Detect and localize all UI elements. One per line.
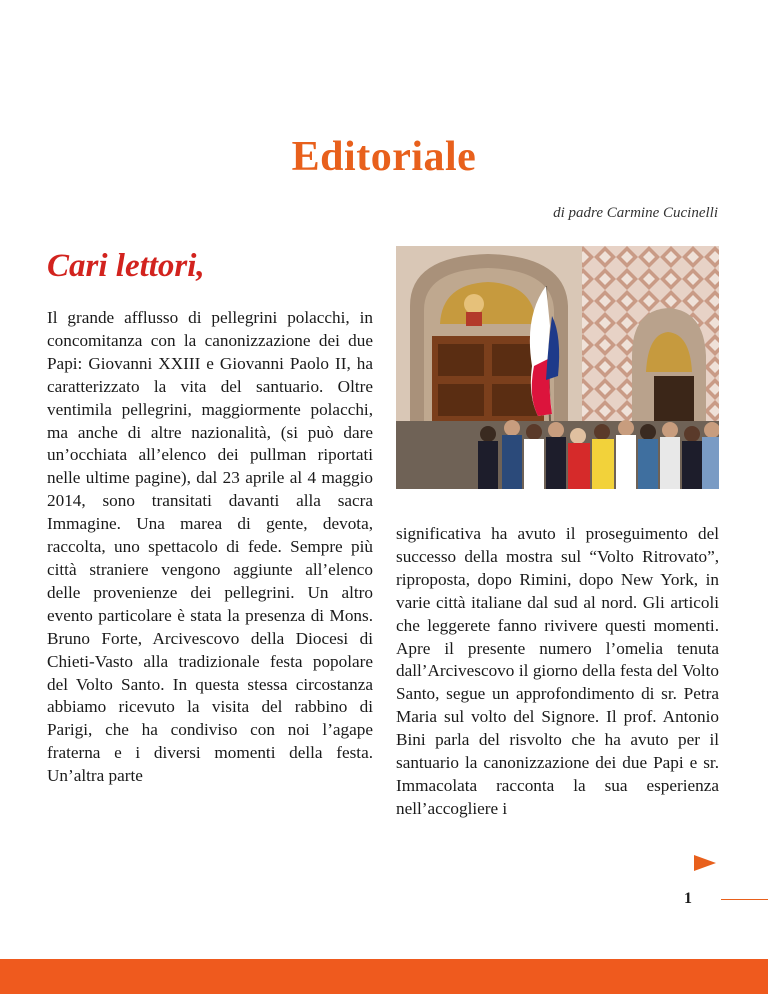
body-text-left-column: Il grande afflusso di pellegrini polacchi, in concomitanza con la canonizzazione dei due Papi: Giovanni XXIII e Giovanni Paolo II, ha caratterizzato la vita del santuario. Oltre ventimila pellegrini, maggiormente polacchi, ma anche di altre nazionalità, (si può dare un’occhiata all’elenco dei pullman riportati nelle ultime pagine), dal 23 aprile al 4 maggio 2014, sono transitati davanti alla sacra Immagine. Una marea di gente, devota, raccolta, uno spettacolo di fede. Sempre più città straniere vengono aggiunte all’elenco delle provenienze dei pellegrini. Un altro evento particolare è stata la presenza di Mons. Bruno Forte, Arcivescovo della Diocesi di Chieti-Vasto alla tradizionale festa popolare del Volto Santo. In questa stessa circostanza abbiamo ricevuto la visita del rabbino di Parigi, che ha condiviso con noi l’agape fraterna e i diversi momenti della festa. Un’altra parte [47, 308, 373, 786]
sanctuary-photo-illustration [396, 246, 719, 489]
body-text-right-column: significativa ha avuto il proseguimento del successo della mostra sul “Volto Ritrovato”, riproposta, dopo Rimini, dopo New York, in varie città italiane dal sud al nord. Gli articoli che leggerete fanno rivivere questi momenti. Apre il presente numero l’omelia tenuta dall’Arcivescovo il giorno della festa del Volto Santo, segue un approfondimento di sr. Petra Maria sul volto del Signore. Il prof. Antonio Bini parla del risvolto che ha avuto per il santuario la canonizzazione dei due Papi e sr. Immacolata racconta la sua esperienza nell’accogliere i [396, 524, 719, 818]
sanctuary-photo [396, 246, 719, 489]
page-number: 1 [684, 890, 692, 907]
salutation-heading: Cari lettori, [47, 248, 205, 284]
page-title: Editoriale [291, 134, 477, 180]
footer-band [0, 959, 768, 994]
next-page-arrow-icon [694, 855, 716, 871]
author-byline: di padre Carmine Cucinelli [553, 205, 718, 221]
page-number-rule [721, 899, 768, 900]
